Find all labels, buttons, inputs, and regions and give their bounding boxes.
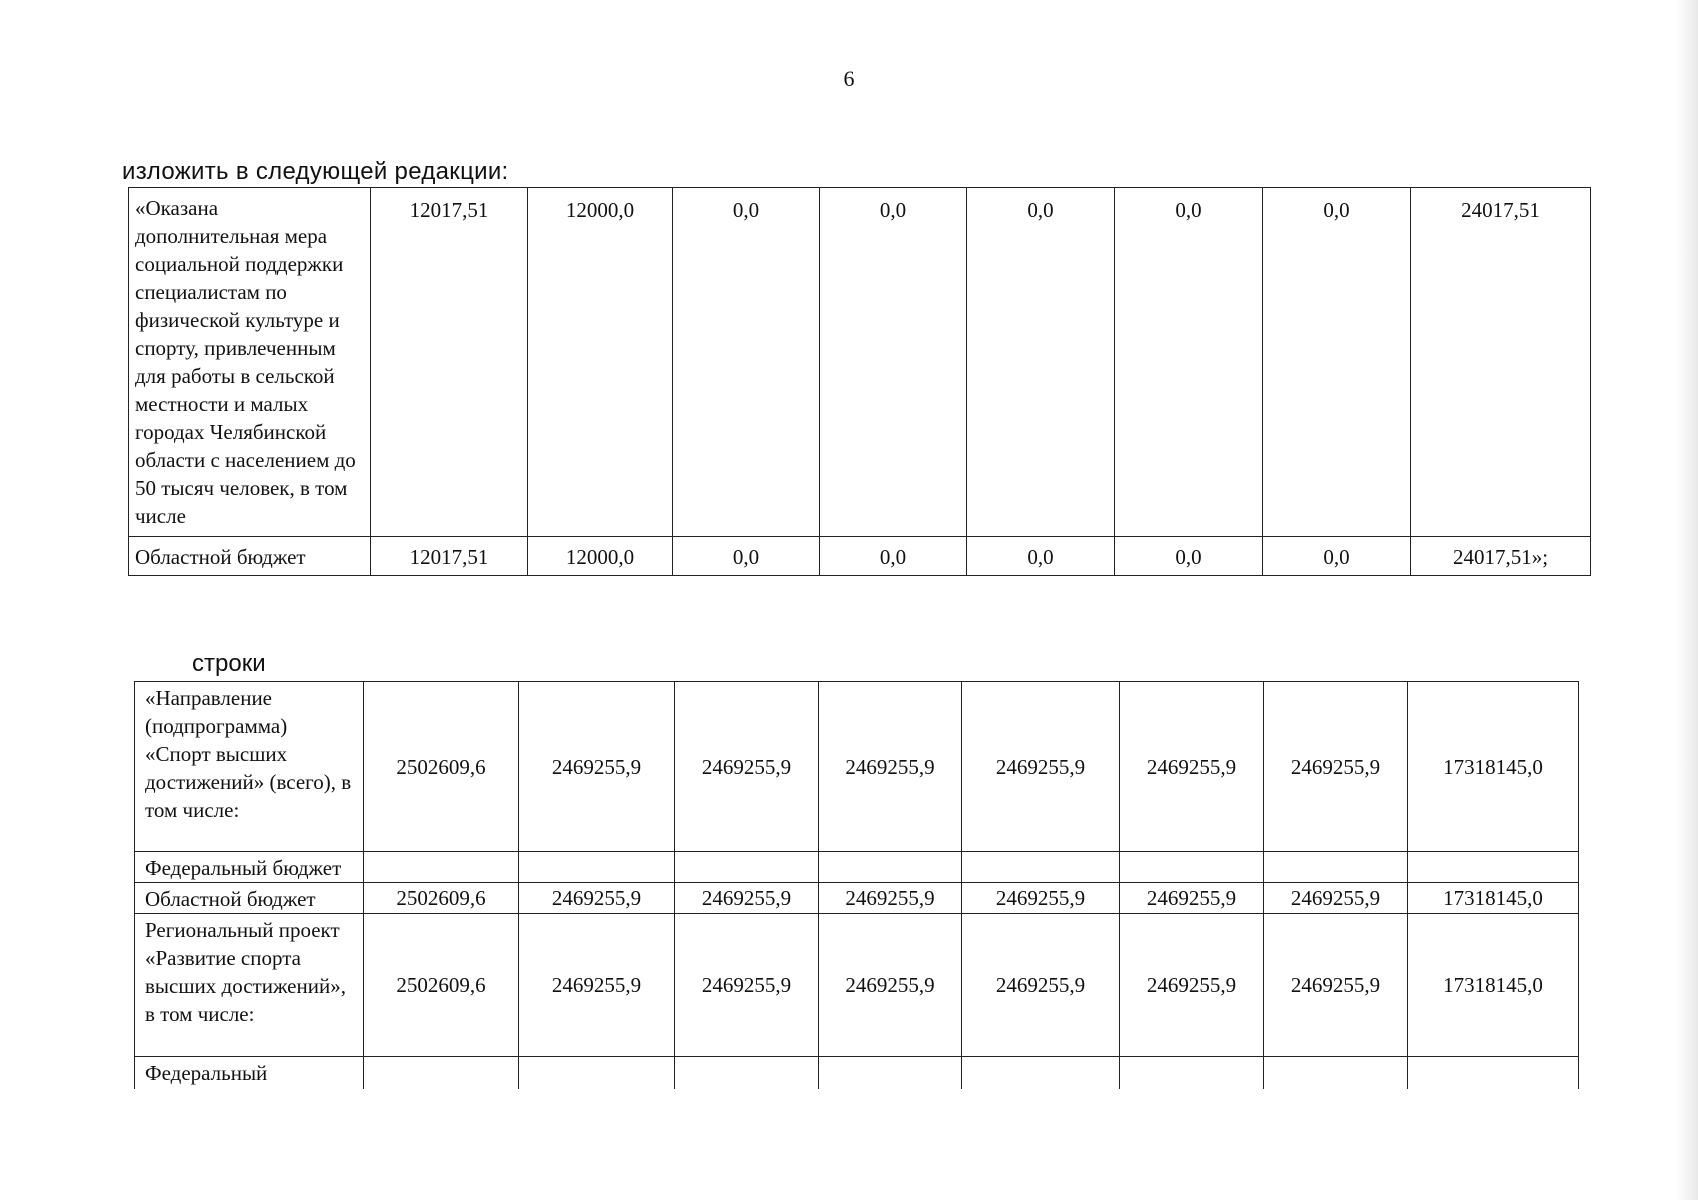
table-cell: 12017,51: [371, 537, 528, 576]
table-cell: 2469255,9: [1120, 682, 1264, 852]
table-cell: 0,0: [673, 537, 820, 576]
row-label: Федеральный бюджет: [135, 852, 364, 883]
table-cell: 17318145,0: [1408, 682, 1579, 852]
table-row: [135, 883, 1579, 914]
table-cell: 2469255,9: [962, 914, 1120, 1057]
table-cell: 24017,51»;: [1411, 537, 1591, 576]
table-row: [135, 852, 1579, 883]
table-cell: 2502609,6: [364, 682, 519, 852]
table-cell: 2469255,9: [819, 914, 962, 1057]
table-cell: [675, 1057, 819, 1090]
table-cell: 12000,0: [528, 188, 673, 537]
row-label: «Направление (подпрограмма) «Спорт высших достижений» (всего), в том числе:: [135, 682, 364, 852]
table-cell: [519, 1057, 675, 1090]
table-cell: 2469255,9: [1120, 883, 1264, 914]
page-number: 6: [843, 66, 855, 91]
table-cell: 17318145,0: [1408, 914, 1579, 1057]
table-cell: 0,0: [1115, 537, 1263, 576]
table-cell: [1264, 1057, 1408, 1090]
table-cell: 0,0: [1263, 188, 1411, 537]
table-cell: 2469255,9: [819, 883, 962, 914]
scan-edge-shadow: [1676, 0, 1698, 1200]
table-cell: 0,0: [967, 188, 1115, 537]
intro-text: изложить в следующей редакции:: [122, 158, 509, 185]
table-cell: 2469255,9: [519, 914, 675, 1057]
table-cell: 2502609,6: [364, 914, 519, 1057]
table-cell: 2469255,9: [962, 682, 1120, 852]
table-cell: 2502609,6: [364, 883, 519, 914]
row-label: Областной бюджет: [129, 537, 371, 576]
table-cell: [675, 852, 819, 883]
table-cell: 12000,0: [528, 537, 673, 576]
table-cell: [1120, 852, 1264, 883]
table-row: [135, 914, 1579, 1057]
funding-table-new-edition: [128, 187, 1591, 576]
table-cell: [364, 852, 519, 883]
table-cell: [1408, 852, 1579, 883]
row-label: Региональный проект «Развитие спорта высших достижений», в том числе:: [135, 914, 364, 1057]
table-cell: [364, 1057, 519, 1090]
table-cell: [1264, 852, 1408, 883]
table-cell: [519, 852, 675, 883]
table-cell: 0,0: [673, 188, 820, 537]
table-cell: 24017,51: [1411, 188, 1591, 537]
table-cell: [1408, 1057, 1579, 1090]
table-cell: 0,0: [820, 537, 967, 576]
table-cell: [819, 852, 962, 883]
table-cell: 2469255,9: [1120, 914, 1264, 1057]
funding-table-lines: [134, 681, 1579, 1089]
table-cell: 0,0: [1115, 188, 1263, 537]
table-cell: 2469255,9: [962, 883, 1120, 914]
table-cell: 2469255,9: [1264, 883, 1408, 914]
table-cell: [962, 1057, 1120, 1090]
table-cell: 2469255,9: [519, 682, 675, 852]
table-cell: 2469255,9: [819, 682, 962, 852]
row-label: Областной бюджет: [135, 883, 364, 914]
table-cell: [1120, 1057, 1264, 1090]
table-cell: 2469255,9: [1264, 914, 1408, 1057]
table-row: [129, 537, 1591, 576]
table-cell: 12017,51: [371, 188, 528, 537]
table-row: [135, 682, 1579, 852]
table-cell: 2469255,9: [675, 914, 819, 1057]
table-cell: [962, 852, 1120, 883]
table-cell: 2469255,9: [519, 883, 675, 914]
table-cell: [819, 1057, 962, 1090]
table-cell: 0,0: [820, 188, 967, 537]
table-cell: 2469255,9: [1264, 682, 1408, 852]
table-cell: 0,0: [1263, 537, 1411, 576]
table-row: [129, 188, 1591, 537]
row-label: «Оказана дополнительная мера социальной поддержки специалистам по физической культуре и спорту, привлеченным для работы в сельской местности и малых городах Челябинской области с населением до 50 тысяч человек, в том числе: [129, 188, 371, 537]
table-cell: 0,0: [967, 537, 1115, 576]
table-cell: 2469255,9: [675, 883, 819, 914]
row-label: Федеральный: [135, 1057, 364, 1090]
table-row: [135, 1057, 1579, 1090]
table-cell: 2469255,9: [675, 682, 819, 852]
table-cell: 17318145,0: [1408, 883, 1579, 914]
section-label: строки: [192, 650, 266, 677]
